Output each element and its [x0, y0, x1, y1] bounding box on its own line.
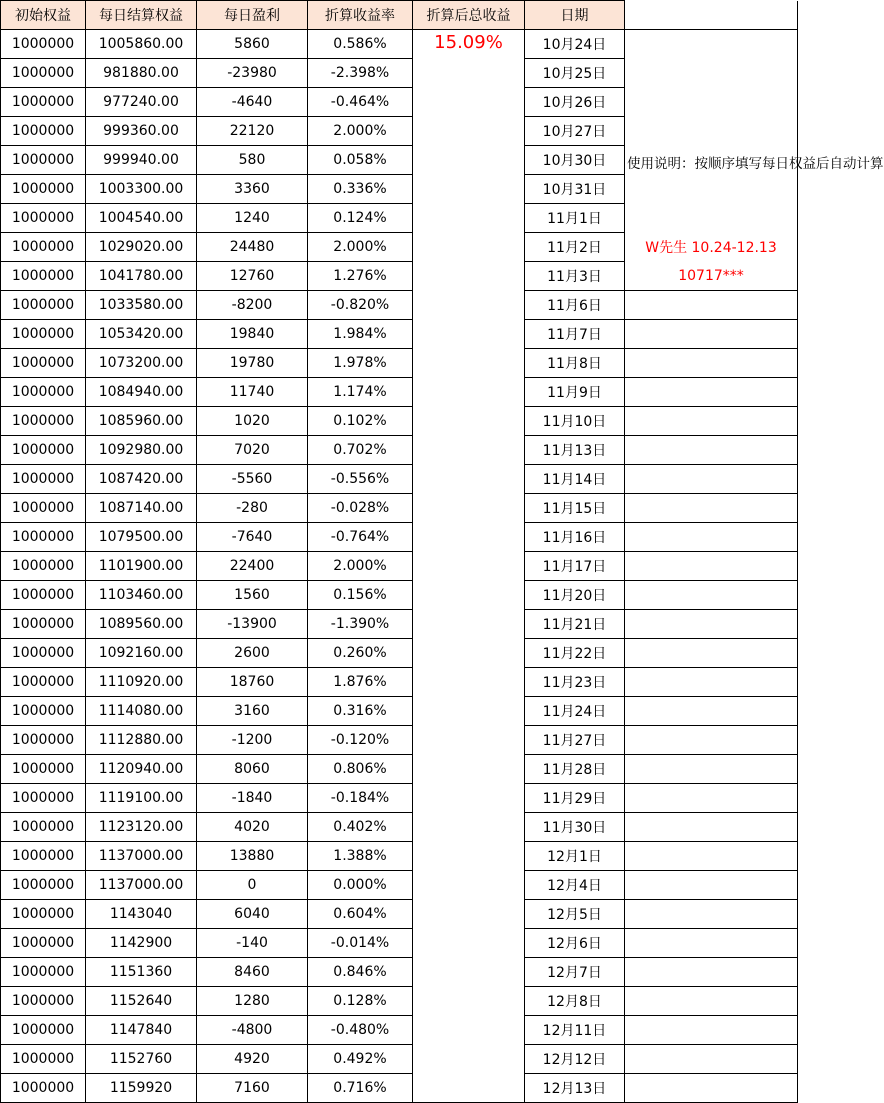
side-empty-cell[interactable] — [625, 407, 798, 436]
daily-profit-cell[interactable]: -23980 — [197, 59, 308, 88]
table-row — [1, 465, 798, 494]
daily-profit-cell[interactable]: 19840 — [197, 320, 308, 349]
table-row — [1, 1045, 798, 1074]
date-cell[interactable]: 11月10日 — [525, 407, 625, 436]
return-rate-cell[interactable]: 0.806% — [308, 755, 413, 784]
settlement-equity-cell[interactable]: 1103460.00 — [86, 581, 197, 610]
table-row — [1, 436, 798, 465]
side-header-blank[interactable] — [625, 1, 798, 30]
settlement-equity-cell[interactable]: 1089560.00 — [86, 610, 197, 639]
initial-equity-cell[interactable]: 1000000 — [1, 987, 86, 1016]
daily-profit-cell[interactable]: -13900 — [197, 610, 308, 639]
initial-equity-cell[interactable]: 1000000 — [1, 1016, 86, 1045]
return-rate-cell[interactable]: 0.846% — [308, 958, 413, 987]
settlement-equity-cell[interactable]: 1101900.00 — [86, 552, 197, 581]
table-row — [1, 610, 798, 639]
settlement-equity-cell[interactable]: 1152640 — [86, 987, 197, 1016]
table-row — [1, 842, 798, 871]
date-cell[interactable]: 11月7日 — [525, 320, 625, 349]
settlement-equity-cell[interactable]: 1114080.00 — [86, 697, 197, 726]
settlement-equity-cell[interactable]: 1092980.00 — [86, 436, 197, 465]
settlement-equity-cell[interactable]: 1079500.00 — [86, 523, 197, 552]
usage-note: 使用说明：按顺序填写每日权益后自动计算 — [625, 30, 798, 233]
settlement-equity-cell[interactable]: 1159920 — [86, 1074, 197, 1103]
daily-profit-cell[interactable]: 6040 — [197, 900, 308, 929]
settlement-equity-cell[interactable]: 1110920.00 — [86, 668, 197, 697]
initial-equity-cell[interactable]: 1000000 — [1, 697, 86, 726]
return-rate-cell[interactable]: 1.984% — [308, 320, 413, 349]
data-rows — [1, 30, 884, 1103]
side-empty-cell[interactable] — [625, 871, 798, 900]
table-row — [1, 494, 798, 523]
return-rate-cell[interactable]: 2.000% — [308, 552, 413, 581]
daily-profit-cell[interactable]: 22120 — [197, 117, 308, 146]
table-row — [1, 726, 798, 755]
return-rate-cell[interactable]: 0.492% — [308, 1045, 413, 1074]
side-empty-cell[interactable] — [625, 581, 798, 610]
initial-equity-cell[interactable]: 1000000 — [1, 668, 86, 697]
date-cell[interactable]: 11月28日 — [525, 755, 625, 784]
daily-profit-cell[interactable]: 4920 — [197, 1045, 308, 1074]
date-cell[interactable]: 11月30日 — [525, 813, 625, 842]
initial-equity-cell[interactable]: 1000000 — [1, 639, 86, 668]
initial-equity-cell[interactable]: 1000000 — [1, 610, 86, 639]
side-empty-cell[interactable] — [625, 668, 798, 697]
settlement-equity-cell[interactable]: 1005860.00 — [86, 30, 197, 59]
settlement-equity-cell[interactable]: 999360.00 — [86, 117, 197, 146]
settlement-equity-cell[interactable]: 1029020.00 — [86, 233, 197, 262]
settlement-equity-cell[interactable]: 1084940.00 — [86, 378, 197, 407]
initial-equity-cell[interactable]: 1000000 — [1, 958, 86, 987]
date-cell[interactable]: 11月14日 — [525, 465, 625, 494]
return-rate-cell[interactable]: 0.702% — [308, 436, 413, 465]
side-empty-cell[interactable] — [625, 755, 798, 784]
side-empty-cell[interactable] — [625, 813, 798, 842]
settlement-equity-cell[interactable]: 1004540.00 — [86, 204, 197, 233]
initial-equity-cell[interactable]: 1000000 — [1, 233, 86, 262]
date-cell[interactable]: 11月21日 — [525, 610, 625, 639]
daily-profit-cell[interactable]: 7160 — [197, 1074, 308, 1103]
side-empty-cell[interactable] — [625, 784, 798, 813]
date-cell[interactable]: 11月20日 — [525, 581, 625, 610]
date-cell[interactable]: 11月17日 — [525, 552, 625, 581]
daily-profit-cell[interactable]: -4800 — [197, 1016, 308, 1045]
table-row — [1, 813, 798, 842]
initial-equity-cell[interactable]: 1000000 — [1, 900, 86, 929]
header-daily-profit[interactable]: 每日盈利 — [197, 1, 308, 30]
daily-profit-cell[interactable]: 22400 — [197, 552, 308, 581]
header-initial-equity[interactable]: 初始权益 — [1, 1, 86, 30]
settlement-equity-cell[interactable]: 1120940.00 — [86, 755, 197, 784]
date-cell[interactable]: 12月6日 — [525, 929, 625, 958]
return-rate-cell[interactable]: -0.464% — [308, 88, 413, 117]
return-rate-cell[interactable]: 1.276% — [308, 262, 413, 291]
return-rate-cell[interactable]: 0.336% — [308, 175, 413, 204]
initial-equity-cell[interactable]: 1000000 — [1, 523, 86, 552]
initial-equity-cell[interactable]: 1000000 — [1, 871, 86, 900]
table-row — [1, 697, 798, 726]
date-cell[interactable]: 11月13日 — [525, 436, 625, 465]
initial-equity-cell[interactable]: 1000000 — [1, 204, 86, 233]
date-cell[interactable]: 12月7日 — [525, 958, 625, 987]
date-cell[interactable]: 11月2日 — [525, 233, 625, 262]
settlement-equity-cell[interactable]: 1151360 — [86, 958, 197, 987]
settlement-equity-cell[interactable]: 1092160.00 — [86, 639, 197, 668]
settlement-equity-cell[interactable]: 1073200.00 — [86, 349, 197, 378]
daily-profit-cell[interactable]: -4640 — [197, 88, 308, 117]
daily-profit-cell[interactable]: -1840 — [197, 784, 308, 813]
date-cell[interactable]: 11月6日 — [525, 291, 625, 320]
side-empty-cell[interactable] — [625, 320, 798, 349]
initial-equity-cell[interactable]: 1000000 — [1, 813, 86, 842]
table-row — [1, 1016, 798, 1045]
return-rate-cell[interactable]: -0.764% — [308, 523, 413, 552]
return-rate-cell[interactable]: -0.480% — [308, 1016, 413, 1045]
date-cell[interactable]: 11月15日 — [525, 494, 625, 523]
daily-profit-cell[interactable]: 2600 — [197, 639, 308, 668]
side-empty-cell[interactable] — [625, 291, 798, 320]
daily-profit-cell[interactable]: -1200 — [197, 726, 308, 755]
daily-profit-cell[interactable]: -7640 — [197, 523, 308, 552]
daily-profit-cell[interactable]: 0 — [197, 871, 308, 900]
settlement-equity-cell[interactable]: 977240.00 — [86, 88, 197, 117]
daily-profit-cell[interactable]: 1020 — [197, 407, 308, 436]
table-row — [1, 668, 798, 697]
settlement-equity-cell[interactable]: 1123120.00 — [86, 813, 197, 842]
daily-profit-cell[interactable]: 19780 — [197, 349, 308, 378]
settlement-equity-cell[interactable]: 1087420.00 — [86, 465, 197, 494]
initial-equity-cell[interactable]: 1000000 — [1, 929, 86, 958]
return-rate-cell[interactable]: -0.556% — [308, 465, 413, 494]
daily-profit-cell[interactable]: 1560 — [197, 581, 308, 610]
side-empty-cell[interactable] — [625, 1045, 798, 1074]
settlement-equity-cell[interactable]: 1087140.00 — [86, 494, 197, 523]
settlement-equity-cell[interactable]: 1085960.00 — [86, 407, 197, 436]
return-rate-cell[interactable]: 1.388% — [308, 842, 413, 871]
table-row — [1, 320, 798, 349]
date-cell[interactable]: 12月4日 — [525, 871, 625, 900]
side-empty-cell[interactable] — [625, 552, 798, 581]
table-row — [1, 552, 798, 581]
initial-equity-cell[interactable]: 1000000 — [1, 146, 86, 175]
return-rate-cell[interactable]: 0.156% — [308, 581, 413, 610]
table-row — [1, 639, 798, 668]
daily-profit-cell[interactable]: 580 — [197, 146, 308, 175]
daily-profit-cell[interactable]: 13880 — [197, 842, 308, 871]
side-empty-cell[interactable] — [625, 349, 798, 378]
return-rate-cell[interactable]: 0.316% — [308, 697, 413, 726]
return-rate-cell[interactable]: 1.876% — [308, 668, 413, 697]
table-row — [1, 378, 798, 407]
date-cell[interactable]: 10月27日 — [525, 117, 625, 146]
side-empty-cell[interactable] — [625, 987, 798, 1016]
side-empty-cell[interactable] — [625, 726, 798, 755]
date-cell[interactable]: 12月13日 — [525, 1074, 625, 1103]
side-empty-cell[interactable] — [625, 494, 798, 523]
table-row — [1, 958, 798, 987]
header-daily-settlement-equity[interactable]: 每日结算权益 — [86, 1, 197, 30]
daily-profit-cell[interactable]: -140 — [197, 929, 308, 958]
return-rate-cell[interactable]: 2.000% — [308, 117, 413, 146]
initial-equity-cell[interactable]: 1000000 — [1, 842, 86, 871]
table-row — [1, 987, 798, 1016]
daily-profit-cell[interactable]: 12760 — [197, 262, 308, 291]
table-row — [1, 233, 798, 262]
side-empty-cell[interactable] — [625, 697, 798, 726]
total-return-value[interactable]: 15.09% — [413, 30, 525, 1103]
table-row — [1, 1074, 798, 1103]
return-rate-cell[interactable]: -0.028% — [308, 494, 413, 523]
side-empty-cell[interactable] — [625, 929, 798, 958]
return-rate-cell[interactable]: -2.398% — [308, 59, 413, 88]
initial-equity-cell[interactable]: 1000000 — [1, 407, 86, 436]
initial-equity-cell[interactable]: 1000000 — [1, 784, 86, 813]
initial-equity-cell[interactable]: 1000000 — [1, 581, 86, 610]
daily-profit-cell[interactable]: 4020 — [197, 813, 308, 842]
initial-equity-cell[interactable]: 1000000 — [1, 436, 86, 465]
settlement-equity-cell[interactable]: 1137000.00 — [86, 871, 197, 900]
daily-profit-cell[interactable]: 8460 — [197, 958, 308, 987]
date-cell[interactable]: 11月3日 — [525, 262, 625, 291]
settlement-equity-cell[interactable]: 1143040 — [86, 900, 197, 929]
side-empty-cell[interactable] — [625, 900, 798, 929]
date-cell[interactable]: 10月24日 — [525, 30, 625, 59]
settlement-equity-cell[interactable]: 1152760 — [86, 1045, 197, 1074]
date-cell[interactable]: 10月26日 — [525, 88, 625, 117]
return-rate-cell[interactable]: 0.124% — [308, 204, 413, 233]
table-row — [1, 755, 798, 784]
initial-equity-cell[interactable]: 1000000 — [1, 117, 86, 146]
date-cell[interactable]: 11月8日 — [525, 349, 625, 378]
date-cell[interactable]: 10月30日 — [525, 146, 625, 175]
side-empty-cell[interactable] — [625, 1016, 798, 1045]
date-cell[interactable]: 11月1日 — [525, 204, 625, 233]
table-row — [1, 784, 798, 813]
initial-equity-cell[interactable]: 1000000 — [1, 175, 86, 204]
date-cell[interactable]: 12月11日 — [525, 1016, 625, 1045]
return-rate-cell[interactable]: -0.184% — [308, 784, 413, 813]
return-rate-cell[interactable]: 0.260% — [308, 639, 413, 668]
table-row — [1, 871, 798, 900]
return-rate-cell[interactable]: 0.058% — [308, 146, 413, 175]
daily-profit-cell[interactable]: 24480 — [197, 233, 308, 262]
date-cell[interactable]: 12月1日 — [525, 842, 625, 871]
side-empty-cell[interactable] — [625, 639, 798, 668]
return-rate-cell[interactable]: 0.716% — [308, 1074, 413, 1103]
daily-profit-cell[interactable]: -280 — [197, 494, 308, 523]
initial-equity-cell[interactable]: 1000000 — [1, 291, 86, 320]
return-rate-cell[interactable]: -0.120% — [308, 726, 413, 755]
daily-profit-cell[interactable]: 1280 — [197, 987, 308, 1016]
return-rate-cell[interactable]: 1.174% — [308, 378, 413, 407]
header-row — [1, 1, 798, 30]
date-cell[interactable]: 12月5日 — [525, 900, 625, 929]
return-rate-cell[interactable]: 0.604% — [308, 900, 413, 929]
settlement-equity-cell[interactable]: 981880.00 — [86, 59, 197, 88]
initial-equity-cell[interactable]: 1000000 — [1, 755, 86, 784]
return-rate-cell[interactable]: 0.586% — [308, 30, 413, 59]
side-empty-cell[interactable] — [625, 378, 798, 407]
initial-equity-cell[interactable]: 1000000 — [1, 552, 86, 581]
settlement-equity-cell[interactable]: 1041780.00 — [86, 262, 197, 291]
table-row — [1, 262, 798, 291]
daily-profit-cell[interactable]: 8060 — [197, 755, 308, 784]
return-rate-cell[interactable]: -1.390% — [308, 610, 413, 639]
settlement-equity-cell[interactable]: 1137000.00 — [86, 842, 197, 871]
table-row — [1, 291, 798, 320]
return-rate-cell[interactable]: -0.820% — [308, 291, 413, 320]
header-converted-return-rate[interactable]: 折算收益率 — [308, 1, 413, 30]
return-rate-cell[interactable]: 0.402% — [308, 813, 413, 842]
settlement-equity-cell[interactable]: 1147840 — [86, 1016, 197, 1045]
date-cell[interactable]: 11月23日 — [525, 668, 625, 697]
return-rate-cell[interactable]: 0.128% — [308, 987, 413, 1016]
date-cell[interactable]: 11月9日 — [525, 378, 625, 407]
return-rate-cell[interactable]: 1.978% — [308, 349, 413, 378]
table-row — [1, 929, 798, 958]
daily-profit-cell[interactable]: -8200 — [197, 291, 308, 320]
side-empty-cell[interactable] — [625, 842, 798, 871]
settlement-equity-cell[interactable]: 1033580.00 — [86, 291, 197, 320]
initial-equity-cell[interactable]: 1000000 — [1, 320, 86, 349]
date-cell[interactable]: 11月24日 — [525, 697, 625, 726]
date-cell[interactable]: 12月8日 — [525, 987, 625, 1016]
date-cell[interactable]: 10月31日 — [525, 175, 625, 204]
client-name-label: W先生 10.24-12.13 — [625, 233, 798, 262]
table-row — [1, 581, 798, 610]
initial-equity-cell[interactable]: 1000000 — [1, 465, 86, 494]
initial-equity-cell[interactable]: 1000000 — [1, 494, 86, 523]
initial-equity-cell[interactable]: 1000000 — [1, 262, 86, 291]
date-cell[interactable]: 11月27日 — [525, 726, 625, 755]
settlement-equity-cell[interactable]: 999940.00 — [86, 146, 197, 175]
side-empty-cell[interactable] — [625, 436, 798, 465]
client-id-label: 10717*** — [625, 262, 798, 291]
daily-profit-cell[interactable]: 3160 — [197, 697, 308, 726]
settlement-equity-cell[interactable]: 1003300.00 — [86, 175, 197, 204]
side-empty-cell[interactable] — [625, 523, 798, 552]
date-cell[interactable]: 12月12日 — [525, 1045, 625, 1074]
date-cell[interactable]: 11月29日 — [525, 784, 625, 813]
return-rate-cell[interactable]: 0.000% — [308, 871, 413, 900]
settlement-equity-cell[interactable]: 1053420.00 — [86, 320, 197, 349]
daily-profit-cell[interactable]: 3360 — [197, 175, 308, 204]
initial-equity-cell[interactable]: 1000000 — [1, 88, 86, 117]
daily-profit-cell[interactable]: 11740 — [197, 378, 308, 407]
settlement-equity-cell[interactable]: 1112880.00 — [86, 726, 197, 755]
initial-equity-cell[interactable]: 1000000 — [1, 349, 86, 378]
daily-profit-cell[interactable]: 18760 — [197, 668, 308, 697]
initial-equity-cell[interactable]: 1000000 — [1, 30, 86, 59]
table-row — [1, 30, 798, 59]
return-rate-cell[interactable]: 0.102% — [308, 407, 413, 436]
return-rate-cell[interactable]: 2.000% — [308, 233, 413, 262]
header-total-return[interactable]: 折算后总收益 — [413, 1, 525, 30]
initial-equity-cell[interactable]: 1000000 — [1, 1045, 86, 1074]
initial-equity-cell[interactable]: 1000000 — [1, 378, 86, 407]
initial-equity-cell[interactable]: 1000000 — [1, 59, 86, 88]
side-empty-cell[interactable] — [625, 1074, 798, 1103]
daily-profit-cell[interactable]: 5860 — [197, 30, 308, 59]
initial-equity-cell[interactable]: 1000000 — [1, 1074, 86, 1103]
settlement-equity-cell[interactable]: 1142900 — [86, 929, 197, 958]
side-empty-cell[interactable] — [625, 610, 798, 639]
table-row — [1, 900, 798, 929]
table-row — [1, 523, 798, 552]
table-row — [1, 407, 798, 436]
daily-profit-cell[interactable]: 1240 — [197, 204, 308, 233]
initial-equity-cell[interactable]: 1000000 — [1, 726, 86, 755]
table-row — [1, 349, 798, 378]
daily-profit-cell[interactable]: 7020 — [197, 436, 308, 465]
return-rate-cell[interactable]: -0.014% — [308, 929, 413, 958]
header-date[interactable]: 日期 — [525, 1, 625, 30]
date-cell[interactable]: 11月22日 — [525, 639, 625, 668]
date-cell[interactable]: 10月25日 — [525, 59, 625, 88]
side-empty-cell[interactable] — [625, 465, 798, 494]
date-cell[interactable]: 11月16日 — [525, 523, 625, 552]
side-empty-cell[interactable] — [625, 958, 798, 987]
settlement-equity-cell[interactable]: 1119100.00 — [86, 784, 197, 813]
daily-profit-cell[interactable]: -5560 — [197, 465, 308, 494]
